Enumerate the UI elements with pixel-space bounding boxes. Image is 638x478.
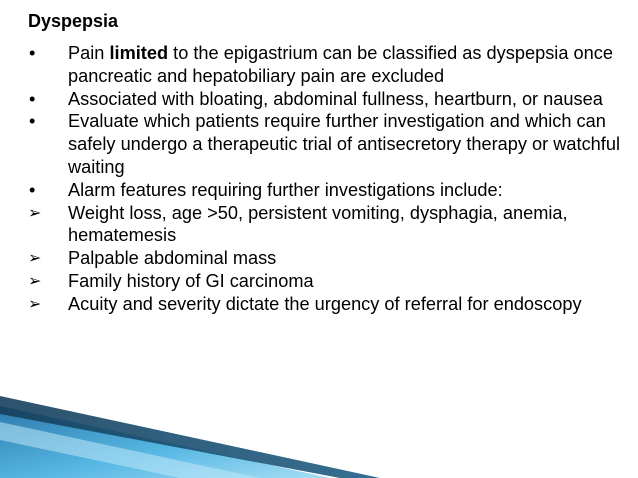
list-item [28, 247, 628, 270]
arrow-bullet-icon: ➢ [28, 270, 42, 290]
bullet-text: to the epigastrium can be classified as dyspepsia once pancreatic and hepatobiliary pain are excluded [68, 43, 613, 86]
dot-bullet-icon: • [29, 111, 36, 132]
bullet-text: Pain [68, 43, 110, 63]
bullet-text: Palpable abdominal mass [68, 248, 277, 269]
dot-bullet-icon: • [29, 88, 36, 109]
list-item [28, 293, 628, 316]
bullet-text: Evaluate which patients require further investigation and which can safely undergo a therapeutic trial of antisecretory therapy or watchful waiting [68, 111, 620, 177]
dot-bullet-icon: • [29, 43, 36, 63]
arrow-bullet-icon: ➢ [28, 293, 42, 313]
bullet-list [28, 42, 628, 316]
list-item [28, 270, 628, 293]
list-item [28, 88, 628, 111]
bullet-text: Weight loss, age >50, persistent vomiting, dysphagia, anemia, hematemesis [68, 202, 568, 246]
bullet-text: Family history of GI carcinoma [68, 270, 314, 291]
bullet-text: Alarm features requiring further investigations include: [68, 179, 503, 200]
list-item [28, 202, 628, 248]
list-item [28, 110, 628, 178]
dot-bullet-icon: • [29, 179, 36, 200]
bullet-text-emphasis: limited [109, 43, 169, 63]
bullet-text: Acuity and severity dictate the urgency of referral for endoscopy [68, 293, 582, 314]
list-item [28, 179, 628, 202]
arrow-bullet-icon: ➢ [28, 202, 42, 222]
corner-decoration-stripes [0, 388, 380, 478]
list-item [28, 42, 628, 88]
slide-title: Dyspepsia [28, 11, 119, 31]
bullet-text: Associated with bloating, abdominal fullness, heartburn, or nausea [68, 88, 603, 109]
arrow-bullet-icon: ➢ [28, 248, 42, 268]
